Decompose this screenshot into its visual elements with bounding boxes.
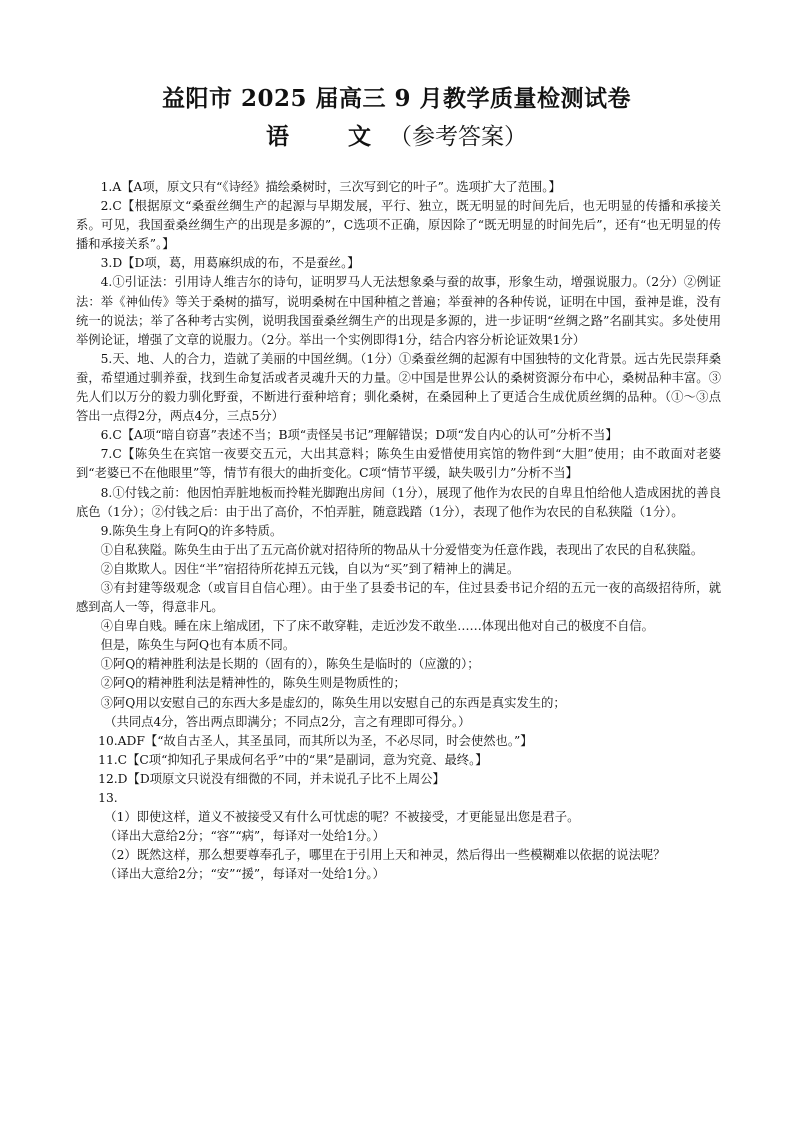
answer-body [76, 178, 721, 884]
q9-point: ②自欺欺人。因住“半”宿招待所花掉五元钱，自以为“买”到了精神上的满足。 [100, 561, 520, 576]
page-subtitle [0, 118, 793, 151]
q13-scoring-note: （译出大意给2分；“容”“病”，每译对一处给1分。） [104, 829, 385, 844]
q13-translation: （1）即使这样，道义不被接受又有什么可忧虑的呢？不被接受，才更能显出您是君子。 [104, 810, 580, 825]
q9-difference: ②阿Q的精神胜利法是精神性的，陈奂生则是物质性的； [100, 676, 406, 691]
q9-difference: ③阿Q用以安慰自己的东西大多是虚幻的，陈奂生用以安慰自己的东西是真实发生的； [100, 695, 566, 710]
subject-name: 语 文 [266, 123, 389, 150]
answer-q7: 7.C【陈奂生在宾馆一夜要交五元，大出其意料；陈奂生由爱惜使用宾馆的物件到“大胆”使用；由不敢面对老婆到“老婆已不在他眼里”等，情节有很大的曲折变化。C项“情节平缓，缺失吸引力”分析不当】 [76, 447, 721, 481]
answer-q3: 3.D【D项，葛，用葛麻织成的布，不是蚕丝。】 [100, 256, 360, 271]
q13-translation: （2）既然这样，那么想要尊奉孔子，哪里在于引用上天和神灵，然后得出一些模糊难以依据的说法呢？ [104, 848, 666, 863]
answer-q6: 6.C【A项“暗自窃喜”表述不当；B项“责怪吴书记”理解错误；D项“发自内心的认可”分析不当】 [100, 428, 618, 443]
q9-point: ④自卑自贱。睡在床上缩成团，下了床不敢穿鞋，走近沙发不敢坐……体现出他对自己的极度不自信。 [100, 619, 654, 634]
q9-contrast: 但是，陈奂生与阿Q也有本质不同。 [100, 638, 296, 653]
q9-point: ③有封建等级观念（或盲目自信心理）。由于坐了县委书记的车，住过县委书记介绍的五元一夜的高级招待所，就感到高人一等，得意非凡。 [76, 580, 721, 615]
answer-q2: 2.C【根据原文“桑蚕丝绸生产的起源与早期发展，平行、独立，既无明显的时间先后，也无明显的传播和承接关系。可见，我国蚕桑丝绸生产的出现是多源的”，C选项不正确，原因除了“既无明显的时间先后”，还有“也无明显的传播和承接关系”。】 [76, 199, 721, 252]
answer-q5: 5.天、地、人的合力，造就了美丽的中国丝绸。（1分）①桑蚕丝绸的起源有中国独特的文化背景。远古先民崇拜桑蚕，希望通过驯养蚕，找到生命复活或者灵魂升天的力量。②中国是世界公认的桑树资源分布中心，桑树品种丰富。③先人们以万分的毅力驯化野蚕，不断进行蚕种培育；驯化桑树，在桑园种上了更适合生成优质丝绸的品种。（①～③点答出一点得2分，两点4分，三点5分） [76, 351, 721, 424]
answer-q12: 12.D【D项原文只说没有细微的不同，并未说孔子比不上周公】 [98, 771, 445, 786]
q9-point: ①自私狭隘。陈奂生由于出了五元高价就对招待所的物品从十分爱惜变为任意作践，表现出了农民的自私狭隘。 [100, 542, 704, 557]
page-title: 益阳市 2025 届高三 9 月教学质量检测试卷 [161, 85, 632, 112]
q9-difference: ①阿Q的精神胜利法是长期的（固有的），陈奂生是临时的（应激的）； [100, 657, 480, 672]
answer-q8: 8.①付钱之前：他因怕弄脏地板而拎鞋光脚跑出房间（1分），展现了他作为农民的自卑且怕给他人造成困扰的善良底色（1分）；②付钱之后：由于出了高价，不怕弄脏，随意践踏（1分），表现了他作为农民的自私狭隘（1分）。 [76, 485, 721, 519]
answer-q9: 9.陈奂生身上有阿Q的许多特质。 [100, 523, 283, 538]
answer-q10: 10.ADF【“故自古圣人，其圣虽同，而其所以为圣，不必尽同，时会使然也。”】 [98, 733, 533, 748]
answer-q11: 11.C【C项“抑知孔子果成何名乎”中的“果”是副词，意为究竟、最终。】 [98, 752, 488, 767]
answer-q1: 1.A【A项，原文只有“《诗经》描绘桑树时，三次写到它的叶子”。选项扩大了范围。】 [100, 180, 561, 194]
subject-note: （参考答案） [389, 124, 527, 150]
q9-scoring-note: （共同点4分，答出两点即满分；不同点2分，言之有理即可得分。） [104, 714, 471, 729]
q13-scoring-note: （译出大意给2分；“安”“援”，每译对一处给1分。） [104, 867, 385, 882]
answer-q4: 4.①引证法：引用诗人维吉尔的诗句，证明罗马人无法想象桑与蚕的故事，形象生动，增强说服力。（2分）②例证法：举《神仙传》等关于桑树的描写，说明桑树在中国种植之普遍；举蚕神的各种传说，证明在中国，蚕神是谁，没有统一的说法；举了各种考古实例，说明我国蚕桑丝绸生产的出现是多源的，进一步证明“丝绸之路”名副其实。多处使用举例论证，增强了文章的说服力。（2分。举出一个实例即得1分，结合内容分析论证效果1分） [76, 275, 721, 347]
answer-q13: 13. [98, 791, 118, 805]
